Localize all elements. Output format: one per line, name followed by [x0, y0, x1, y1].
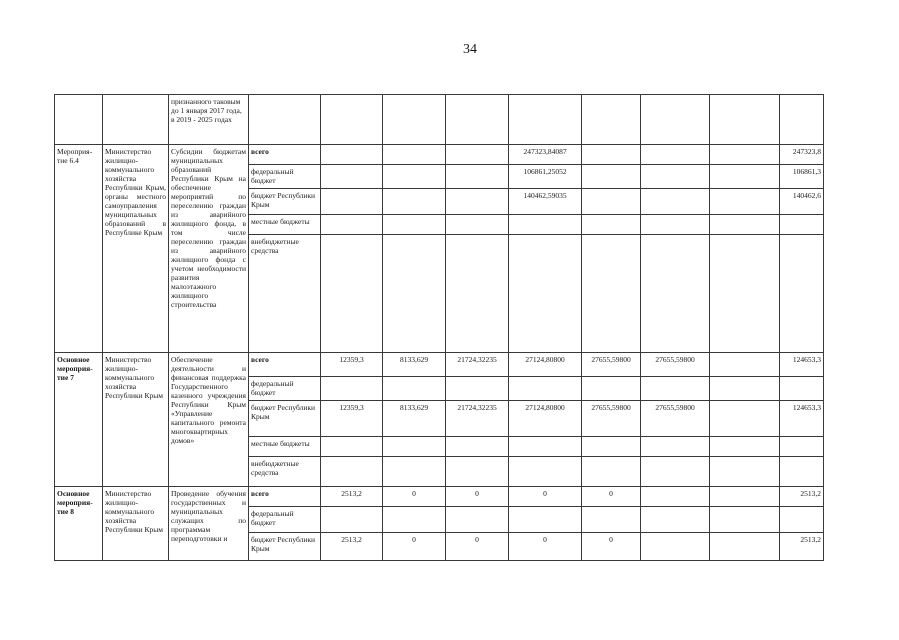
event-label-cell: Основное мероприя-тие 8 — [55, 487, 103, 561]
year-value-cell — [383, 189, 446, 215]
year-value-cell — [641, 437, 710, 457]
table-cell — [55, 95, 103, 145]
year-value-cell — [710, 533, 780, 561]
executor-cell: Министерство жилищно-коммунального хозяйства Республики Крым — [103, 353, 169, 487]
year-value-cell — [321, 457, 383, 487]
table-row — [55, 145, 824, 165]
year-value-cell — [582, 457, 641, 487]
program-funding-table — [54, 94, 824, 561]
funding-source-cell: внебюджетные средства — [249, 457, 321, 487]
event-label-cell: Мероприя-тие 6.4 — [55, 145, 103, 353]
year-value-cell — [321, 145, 383, 165]
year-value-cell — [509, 507, 582, 533]
executor-cell: Министерство жилищно-коммунального хозяйства Республики Крым — [103, 487, 169, 561]
year-value-cell — [710, 507, 780, 533]
total-value-cell: 2513,2 — [780, 487, 824, 507]
year-value-cell — [446, 437, 509, 457]
year-value-cell: 8133,629 — [383, 401, 446, 437]
year-value-cell — [710, 165, 780, 189]
funding-source-cell: всего — [249, 145, 321, 165]
table-row — [55, 353, 824, 377]
year-value-cell — [641, 235, 710, 353]
event-description-cell: признанного таковым до 1 января 2017 года, в 2019 - 2025 годах — [169, 95, 249, 145]
year-value-cell — [321, 215, 383, 235]
table-cell — [582, 95, 641, 145]
year-value-cell — [641, 145, 710, 165]
year-value-cell: 27655,59800 — [582, 353, 641, 377]
total-value-cell: 124653,3 — [780, 401, 824, 437]
funding-source-cell: местные бюджеты — [249, 437, 321, 457]
executor-cell: Министерство жилищно-коммунального хозяйства Республики Крым, органы местного самоуправления муниципальных образований в Республике Крым — [103, 145, 169, 353]
event-description-cell: Проведение обучения государственных и муниципальных служащих по программам переподготовки и — [169, 487, 249, 561]
total-value-cell: 124653,3 — [780, 353, 824, 377]
year-value-cell: 27655,59800 — [641, 401, 710, 437]
year-value-cell — [641, 165, 710, 189]
year-value-cell — [321, 235, 383, 353]
year-value-cell: 12359,3 — [321, 353, 383, 377]
year-value-cell: 12359,3 — [321, 401, 383, 437]
total-value-cell — [780, 457, 824, 487]
year-value-cell — [641, 377, 710, 401]
year-value-cell — [383, 215, 446, 235]
year-value-cell — [582, 145, 641, 165]
event-label-cell: Основное мероприя-тие 7 — [55, 353, 103, 487]
event-description-cell: Субсидии бюджетам муниципальных образований Республики Крым на обеспечение мероприятий по переселению граждан из аварийного жилищного фонда, в том числе переселению граждан из аварийного жилищного фонда с учетом необходимости развития малоэтажного жилищного строительства — [169, 145, 249, 353]
year-value-cell — [383, 507, 446, 533]
funding-source-cell: всего — [249, 353, 321, 377]
table-row — [55, 95, 824, 145]
funding-source-cell: федеральный бюджет — [249, 377, 321, 401]
table-cell — [641, 95, 710, 145]
year-value-cell: 8133,629 — [383, 353, 446, 377]
year-value-cell — [710, 189, 780, 215]
year-value-cell — [710, 437, 780, 457]
table-cell — [321, 95, 383, 145]
year-value-cell: 0 — [383, 487, 446, 507]
year-value-cell — [582, 165, 641, 189]
year-value-cell — [446, 235, 509, 353]
year-value-cell — [710, 353, 780, 377]
total-value-cell: 106861,3 — [780, 165, 824, 189]
year-value-cell — [641, 215, 710, 235]
year-value-cell: 0 — [446, 533, 509, 561]
year-value-cell: 247323,84087 — [509, 145, 582, 165]
funding-source-cell: федеральный бюджет — [249, 165, 321, 189]
year-value-cell — [710, 377, 780, 401]
year-value-cell — [710, 145, 780, 165]
year-value-cell — [582, 189, 641, 215]
year-value-cell — [446, 145, 509, 165]
year-value-cell — [383, 145, 446, 165]
table-cell — [509, 95, 582, 145]
year-value-cell: 0 — [582, 487, 641, 507]
year-value-cell — [383, 235, 446, 353]
year-value-cell — [582, 235, 641, 353]
total-value-cell — [780, 235, 824, 353]
year-value-cell — [446, 377, 509, 401]
table-cell — [710, 95, 780, 145]
year-value-cell — [446, 457, 509, 487]
year-value-cell — [383, 437, 446, 457]
year-value-cell — [509, 437, 582, 457]
total-value-cell: 247323,8 — [780, 145, 824, 165]
year-value-cell — [321, 437, 383, 457]
year-value-cell — [446, 189, 509, 215]
year-value-cell — [383, 377, 446, 401]
table-cell — [446, 95, 509, 145]
table-cell — [249, 95, 321, 145]
year-value-cell — [446, 507, 509, 533]
funding-source-cell: бюджет Республики Крым — [249, 401, 321, 437]
year-value-cell: 27655,59800 — [641, 353, 710, 377]
year-value-cell — [641, 533, 710, 561]
year-value-cell — [321, 189, 383, 215]
year-value-cell — [641, 457, 710, 487]
funding-source-cell: всего — [249, 487, 321, 507]
year-value-cell — [383, 165, 446, 189]
year-value-cell — [321, 507, 383, 533]
total-value-cell — [780, 437, 824, 457]
year-value-cell — [582, 377, 641, 401]
year-value-cell — [710, 215, 780, 235]
table-cell — [103, 95, 169, 145]
year-value-cell — [509, 377, 582, 401]
funding-source-cell: местные бюджеты — [249, 215, 321, 235]
year-value-cell — [509, 457, 582, 487]
year-value-cell — [321, 165, 383, 189]
year-value-cell — [582, 437, 641, 457]
total-value-cell — [780, 507, 824, 533]
year-value-cell: 0 — [582, 533, 641, 561]
year-value-cell — [446, 165, 509, 189]
total-value-cell — [780, 215, 824, 235]
year-value-cell: 106861,25052 — [509, 165, 582, 189]
funding-source-cell: бюджет Республики Крым — [249, 533, 321, 561]
year-value-cell — [641, 507, 710, 533]
year-value-cell: 0 — [509, 487, 582, 507]
year-value-cell — [710, 401, 780, 437]
page-number: 34 — [463, 42, 477, 57]
year-value-cell — [509, 215, 582, 235]
total-value-cell: 2513,2 — [780, 533, 824, 561]
total-value-cell: 140462,6 — [780, 189, 824, 215]
funding-source-cell: бюджет Республики Крым — [249, 189, 321, 215]
year-value-cell: 27655,59800 — [582, 401, 641, 437]
year-value-cell — [710, 487, 780, 507]
year-value-cell — [710, 235, 780, 353]
year-value-cell — [383, 457, 446, 487]
total-value-cell — [780, 377, 824, 401]
year-value-cell — [641, 189, 710, 215]
table-row — [55, 487, 824, 507]
year-value-cell — [321, 377, 383, 401]
funding-source-cell: федеральный бюджет — [249, 507, 321, 533]
table-cell — [780, 95, 824, 145]
event-description-cell: Обеспечение деятельности и финансовая поддержка Государственного казенного учреждения Республики Крым «Управление капитального ремонта многоквартирных домов» — [169, 353, 249, 487]
year-value-cell — [582, 507, 641, 533]
table-cell — [383, 95, 446, 145]
year-value-cell — [710, 457, 780, 487]
year-value-cell: 2513,2 — [321, 487, 383, 507]
year-value-cell — [582, 215, 641, 235]
year-value-cell: 140462,59035 — [509, 189, 582, 215]
year-value-cell — [446, 215, 509, 235]
year-value-cell: 2513,2 — [321, 533, 383, 561]
year-value-cell: 21724,32235 — [446, 353, 509, 377]
funding-source-cell: внебюджетные средства — [249, 235, 321, 353]
year-value-cell — [509, 235, 582, 353]
year-value-cell — [641, 487, 710, 507]
year-value-cell: 0 — [509, 533, 582, 561]
year-value-cell: 0 — [446, 487, 509, 507]
year-value-cell: 0 — [383, 533, 446, 561]
year-value-cell: 27124,80800 — [509, 401, 582, 437]
year-value-cell: 21724,32235 — [446, 401, 509, 437]
year-value-cell: 27124,80800 — [509, 353, 582, 377]
